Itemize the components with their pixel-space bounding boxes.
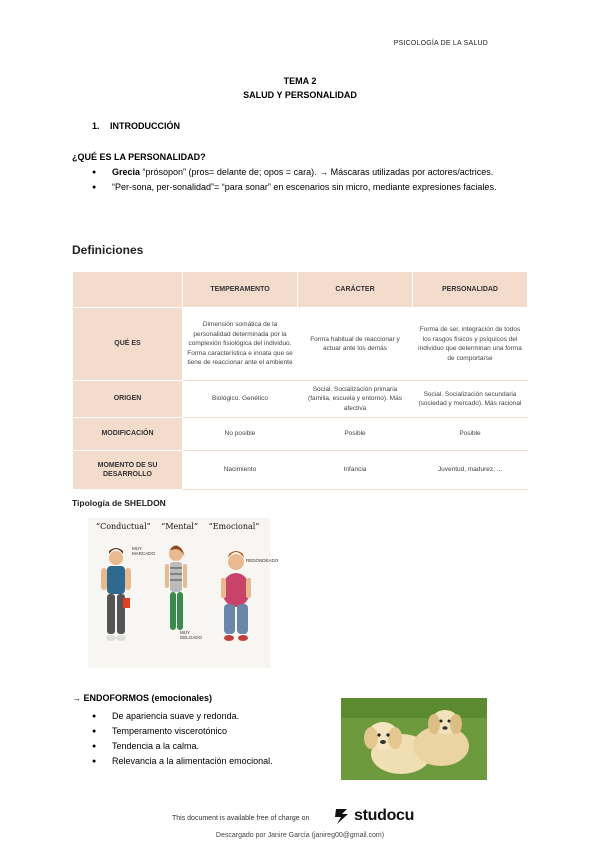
bold-term: Grecia xyxy=(112,167,141,177)
topic-title: SALUD Y PERSONALIDAD xyxy=(243,90,357,100)
list-item: ● De apariencia suave y redonda. xyxy=(92,709,332,724)
table-row xyxy=(73,451,528,490)
body-types-illustration xyxy=(88,518,279,668)
figure-label: “Conductual” xyxy=(96,522,151,531)
row-label: MODIFICACIÓN xyxy=(73,418,183,451)
table-row xyxy=(73,308,528,381)
puppies-illustration xyxy=(341,698,487,780)
list-item xyxy=(92,165,526,180)
table-header: TEMPERAMENTO xyxy=(183,272,298,308)
table-cell: Posible xyxy=(298,418,413,451)
table-cell: Biológico. Genético xyxy=(183,381,298,418)
typology-heading: Tipología de SHELDON xyxy=(72,498,166,508)
studocu-logo-icon xyxy=(332,806,352,826)
table-cell: Social. Socialización secundaria (sociedad y mercado). Más racional xyxy=(413,381,528,418)
header-subject: PSICOLOGÍA DE LA SALUD xyxy=(393,40,488,47)
row-label: ORIGEN xyxy=(73,381,183,418)
intro-bullet-list xyxy=(92,165,526,195)
endoformos-title: ENDOFORMOS (emocionales) xyxy=(83,693,213,703)
topic-number: TEMA 2 xyxy=(283,76,317,86)
question-heading: ¿QUÉ ES LA PERSONALIDAD? xyxy=(72,152,206,162)
figure-label: “Mental” xyxy=(161,522,199,531)
list-item: ● Tendencia a la calma. xyxy=(92,739,332,754)
table-cell: Infancia xyxy=(298,451,413,490)
endoformos-list xyxy=(92,709,332,769)
puppies-photo xyxy=(341,698,487,780)
row-label: QUÉ ES xyxy=(73,308,183,381)
list-item xyxy=(92,180,526,195)
arrow-icon: → xyxy=(72,693,81,703)
table-header: CARÁCTER xyxy=(298,272,413,308)
bullet-text: “prósopon” (pros= delante de; opos = cara). → Máscaras utilizadas por actores/actrices. xyxy=(140,167,494,177)
table-row xyxy=(73,381,528,418)
table-header-row xyxy=(73,272,528,308)
studocu-logo[interactable] xyxy=(332,806,414,826)
figure-note: MUY MARCADO xyxy=(132,546,156,556)
table-cell: Dimensión somática de la personalidad determinada por la complexión fisiológica del individuo. Forma característica e innata que se tiene de reaccionar ante el ambiente xyxy=(183,308,298,381)
section-number: 1. xyxy=(92,121,100,131)
row-label: MOMENTO DE SU DESARROLLO xyxy=(73,451,183,490)
table-header: PERSONALIDAD xyxy=(413,272,528,308)
endoformos-heading xyxy=(72,693,212,703)
table-cell: Posible xyxy=(413,418,528,451)
studocu-brand: studocu xyxy=(354,807,415,824)
footer-downloaded: Descargado por Janire García (janireg00@gmail.com) xyxy=(215,832,385,839)
table-row xyxy=(73,418,528,451)
figure-note: REDONDEADO xyxy=(246,558,279,563)
sheldon-figure xyxy=(88,518,279,668)
table-cell: Nacimiento xyxy=(183,451,298,490)
section-heading xyxy=(92,121,180,131)
table-cell: Forma habitual de reaccionar y actuar ante los demás xyxy=(298,308,413,381)
figure-label: “Emocional” xyxy=(208,522,260,531)
list-item: ● Relevancia a la alimentación emocional. xyxy=(92,754,332,769)
definitions-table xyxy=(72,271,528,490)
section-title: INTRODUCCIÓN xyxy=(110,121,180,131)
table-cell: Social. Socialización primaria (familia, escuela y entorno). Más afectiva xyxy=(298,381,413,418)
footer-availability: This document is available free of charge on xyxy=(172,815,310,822)
bullet-text: “Per-sona, per-sonalidad”= “para sonar” en escenarios sin micro, mediante expresiones faciales. xyxy=(112,182,497,192)
table-cell: No posible xyxy=(183,418,298,451)
list-item: ● Temperamento viscerotónico xyxy=(92,724,332,739)
table-cell: Forma de ser, integración de todos los rasgos físicos y psíquicos del individuo que determinan una forma de comportarse xyxy=(413,308,528,381)
table-cell: Juventud, madurez, ... xyxy=(413,451,528,490)
definitions-heading: Definiciones xyxy=(72,243,144,257)
figure-note: MUY DELGADO xyxy=(180,630,203,640)
table-header xyxy=(73,272,183,308)
